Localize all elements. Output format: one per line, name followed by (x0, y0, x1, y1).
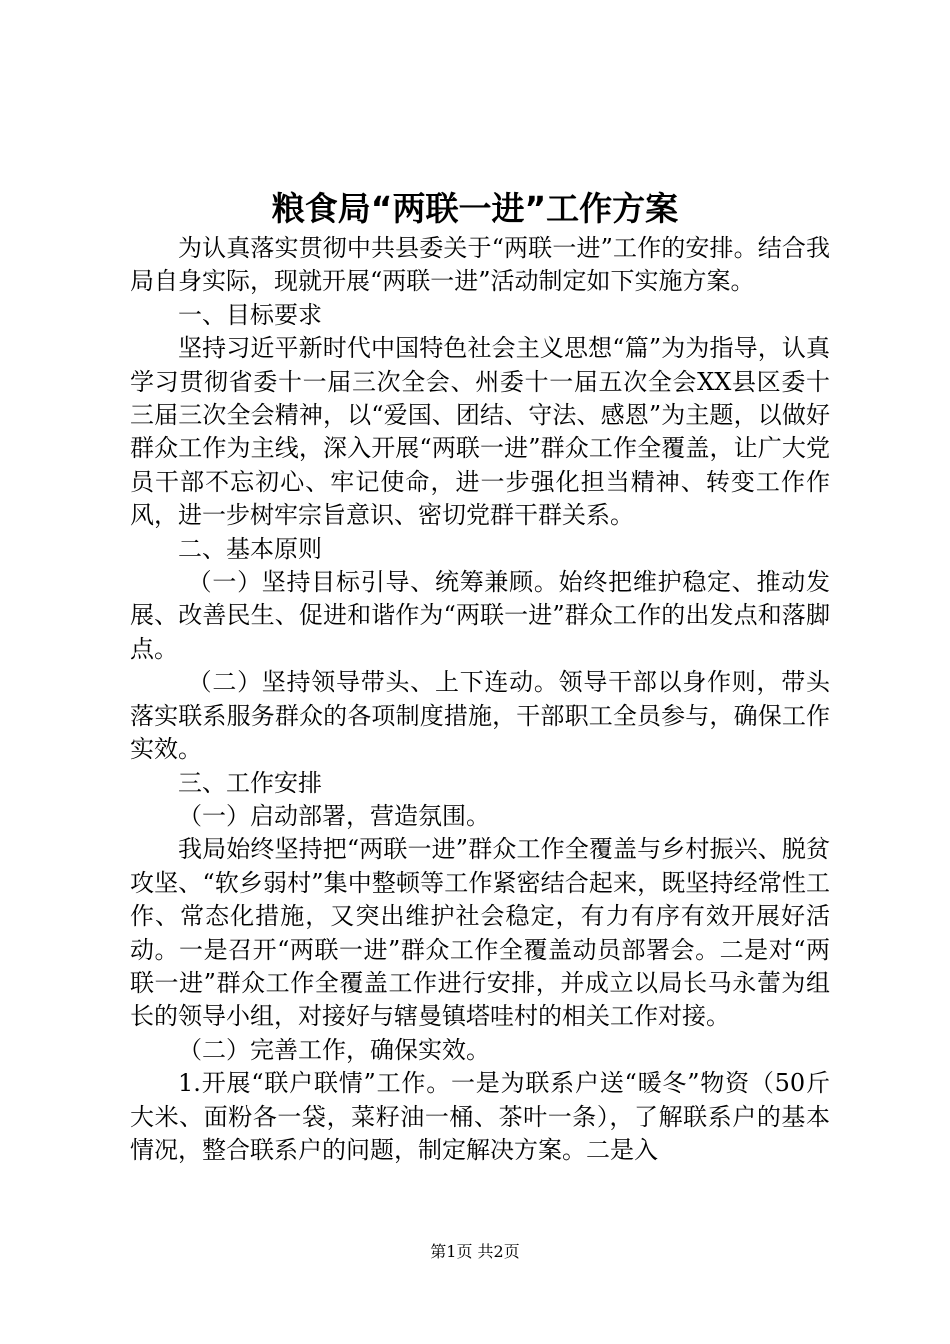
subheading-improve: （二）完善工作，确保实效。 (178, 1035, 490, 1064)
paragraph-principle-1: （一）坚持目标引导、统筹兼顾。始终把维护稳定、推动发展、改善民生、促进和谐作为“两联一进”群众工作的出发点和落脚点。 (130, 568, 830, 663)
heading-principles: 二、基本原则 (178, 534, 322, 563)
paragraph-principle-2: （二）坚持领导带头、上下连动。领导干部以身作则，带头落实联系服务群众的各项制度措施，干部职工全员参与，确保工作实效。 (130, 668, 830, 764)
heading-goals: 一、目标要求 (178, 300, 322, 329)
page-footer: 第1页 共2页 (430, 1242, 520, 1261)
paragraph-goals: 坚持习近平新时代中国特色社会主义思想“篇”为为指导，认真学习贯彻省委十一届三次全会、州委十一届五次全会XX县区委十三届三次全会精神，以“爱国、团结、守法、感恩”为主题，以做好群众工作为主线，深入开展“两联一进”群众工作全覆盖，让广大党员干部不忘初心、牢记使命，进一步强化担当精神、转变工作作风，进一步树牢宗旨意识、密切党群干群关系。 (130, 334, 830, 530)
paragraph-improve-1: 1.开展“联户联情”工作。一是为联系户送“暖冬”物资（50斤大米、面粉各一袋，菜籽油一桶、茶叶一条），了解联系户的基本情况，整合联系户的问题，制定解决方案。二是入 (130, 1069, 830, 1164)
document-body (130, 232, 830, 1167)
heading-arrangements: 三、工作安排 (178, 768, 322, 797)
subheading-launch: （一）启动部署，营造氛围。 (178, 801, 490, 830)
document-title: 粮食局“两联一进”工作方案 (271, 189, 679, 228)
paragraph-intro: 为认真落实贯彻中共县委关于“两联一进”工作的安排。结合我局自身实际，现就开展“两联一进”活动制定如下实施方案。 (130, 234, 830, 296)
paragraph-launch: 我局始终坚持把“两联一进”群众工作全覆盖与乡村振兴、脱贫攻坚、“软乡弱村”集中整顿等工作紧密结合起来，既坚持经常性工作、常态化措施，又突出维护社会稳定，有力有序有效开展好活动。一是召开“两联一进”群众工作全覆盖动员部署会。二是对“两联一进”群众工作全覆盖工作进行安排，并成立以局长马永蕾为组长的领导小组，对接好与辖曼镇塔哇村的相关工作对接。 (130, 835, 830, 1031)
